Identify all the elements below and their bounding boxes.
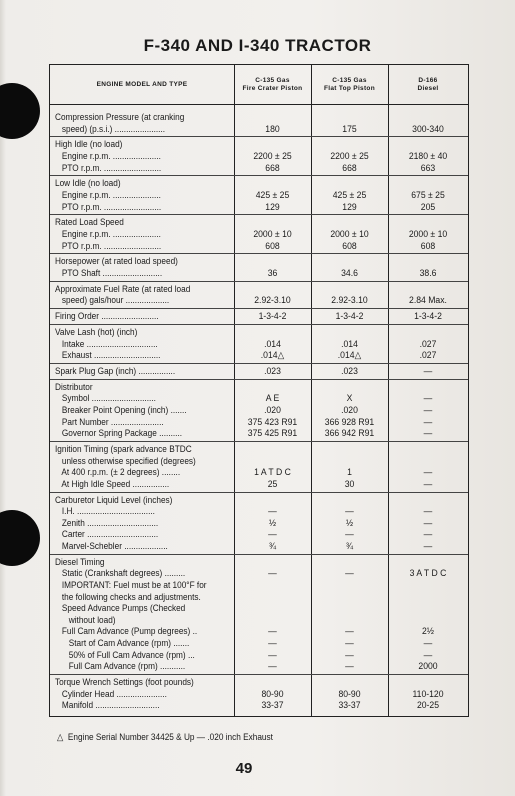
spec-label: Distributor Symbol ............................ Breaker Point Opening (inch) ....... Part Number ....................... Governor Spring Package .......... <box>55 381 187 440</box>
row-separator <box>50 214 468 215</box>
value-fire-crater: 180 <box>265 123 280 135</box>
value-diesel: — — <box>423 467 433 490</box>
value-flat-top: 175 <box>342 123 357 135</box>
value-flat-top: 2.92-3.10 <box>331 295 368 307</box>
spec-label: Valve Lash (hot) (inch) Intake ............................... Exhaust ............................. <box>55 327 161 362</box>
value-diesel: 3 A T D C 2½ — — 2000 <box>409 568 447 673</box>
value-diesel: .027 .027 <box>419 338 437 362</box>
spec-label: Compression Pressure (at cranking speed) (p.s.i.) ...................... <box>55 112 185 135</box>
value-flat-top: 2000 ± 10 608 <box>330 228 369 252</box>
spec-label: Ignition Timing (spark advance BTDC unless otherwise specified (degrees) At 400 r.p.m. (± 2 degrees) ........ At High Idle Speed ................ <box>55 444 196 490</box>
value-fire-crater: — ½ — ¾ <box>268 506 277 552</box>
value-diesel: — — — — <box>423 506 433 552</box>
row-separator <box>50 175 468 176</box>
row-separator <box>50 308 468 309</box>
value-diesel: — — — — <box>423 393 433 440</box>
value-fire-crater: 80-90 33-37 <box>261 688 284 712</box>
value-flat-top: .014 .014△ <box>337 338 362 362</box>
value-diesel: 675 ± 25 205 <box>411 189 445 213</box>
value-fire-crater: 1-3-4-2 <box>258 311 287 323</box>
value-flat-top: .023 <box>341 366 358 377</box>
value-fire-crater: 1 A T D C 25 <box>254 467 291 490</box>
spec-label: Rated Load Speed Engine r.p.m. ..................... PTO r.p.m. ......................... <box>55 217 162 252</box>
header-divider <box>50 104 468 105</box>
value-diesel: 2180 ± 40 663 <box>408 150 448 174</box>
value-flat-top: 2200 ± 25 668 <box>330 150 369 174</box>
row-separator <box>50 379 468 380</box>
value-fire-crater: A E .020 375 423 R91 375 425 R91 <box>247 393 298 440</box>
spec-label: Torque Wrench Settings (foot pounds) Cylinder Head ...................... Manifold ............................ <box>55 677 194 712</box>
row-separator <box>50 554 468 555</box>
spec-label: High Idle (no load) Engine r.p.m. ..................... PTO r.p.m. ......................... <box>55 139 162 174</box>
header-col-fire-crater: C-135 Gas Fire Crater Piston <box>242 76 303 92</box>
value-flat-top: 1 30 <box>344 467 355 490</box>
value-flat-top: — ½ — ¾ <box>345 506 354 552</box>
page-title: F-340 AND I-340 TRACTOR <box>143 36 372 55</box>
value-diesel: — <box>423 366 433 377</box>
column-divider <box>388 65 389 716</box>
value-flat-top: X .020 366 928 R91 366 942 R91 <box>324 393 375 440</box>
value-diesel: 38.6 <box>419 267 437 279</box>
row-separator <box>50 492 468 493</box>
spec-table <box>49 64 469 717</box>
spec-label: Diesel Timing Static (Crankshaft degrees) ......... IMPORTANT: Fuel must be at 100°F for the following checks and adjustments. Speed Advance Pumps (Checked without load) Full Cam Advance (Pump degrees) .. Start of Cam Advance (rpm) ....... 50% of Full Cam Advance (rpm) ... Full Cam Advance (rpm) ........... <box>55 556 207 673</box>
value-diesel: 1-3-4-2 <box>414 311 442 323</box>
header-col-diesel: D-166 Diesel <box>417 76 439 92</box>
row-separator <box>50 253 468 254</box>
column-divider <box>234 65 235 716</box>
value-flat-top: 80-90 33-37 <box>338 688 361 712</box>
spec-label: Horsepower (at rated load speed) PTO Shaft .......................... <box>55 256 178 279</box>
value-fire-crater: .023 <box>264 366 281 377</box>
row-separator <box>50 363 468 364</box>
value-fire-crater: — — — — — <box>268 568 277 673</box>
value-flat-top: 1-3-4-2 <box>335 311 364 323</box>
page-number: 49 <box>235 760 253 777</box>
value-flat-top: 425 ± 25 129 <box>332 189 367 213</box>
row-separator <box>50 674 468 675</box>
header-col-flat-top: C-135 Gas Flat Top Piston <box>324 76 375 92</box>
value-fire-crater: 2000 ± 10 608 <box>253 228 292 252</box>
row-separator <box>50 136 468 137</box>
value-diesel: 300-340 <box>412 123 444 135</box>
spec-label: Approximate Fuel Rate (at rated load speed) gals/hour ................... <box>55 283 191 307</box>
spec-label: Firing Order ......................... <box>55 311 159 323</box>
value-fire-crater: 2200 ± 25 668 <box>253 150 292 174</box>
header-engine-model: ENGINE MODEL AND TYPE <box>96 80 188 88</box>
value-diesel: 110-120 20-25 <box>412 688 444 712</box>
row-separator <box>50 281 468 282</box>
value-diesel: 2000 ± 10 608 <box>408 228 448 252</box>
value-fire-crater: .014 .014△ <box>260 338 285 362</box>
value-fire-crater: 2.92-3.10 <box>254 295 291 307</box>
value-diesel: 2.84 Max. <box>409 295 447 307</box>
value-fire-crater: 425 ± 25 129 <box>255 189 290 213</box>
footnote: △ Engine Serial Number 34425 & Up — .020 inch Exhaust <box>57 732 273 743</box>
spec-label: Spark Plug Gap (inch) ................ <box>55 366 176 377</box>
value-flat-top: — — — — — <box>345 568 354 673</box>
row-separator <box>50 324 468 325</box>
spec-label: Low Idle (no load) Engine r.p.m. ..................... PTO r.p.m. ......................... <box>55 178 162 213</box>
value-flat-top: 34.6 <box>341 267 358 279</box>
value-fire-crater: 36 <box>267 267 278 279</box>
spec-label: Carburetor Liquid Level (inches) I.H. .................................. Zenith ............................... Carter ............................... Marvel-Schebler ................... <box>55 494 173 552</box>
column-divider <box>311 65 312 716</box>
row-separator <box>50 441 468 442</box>
